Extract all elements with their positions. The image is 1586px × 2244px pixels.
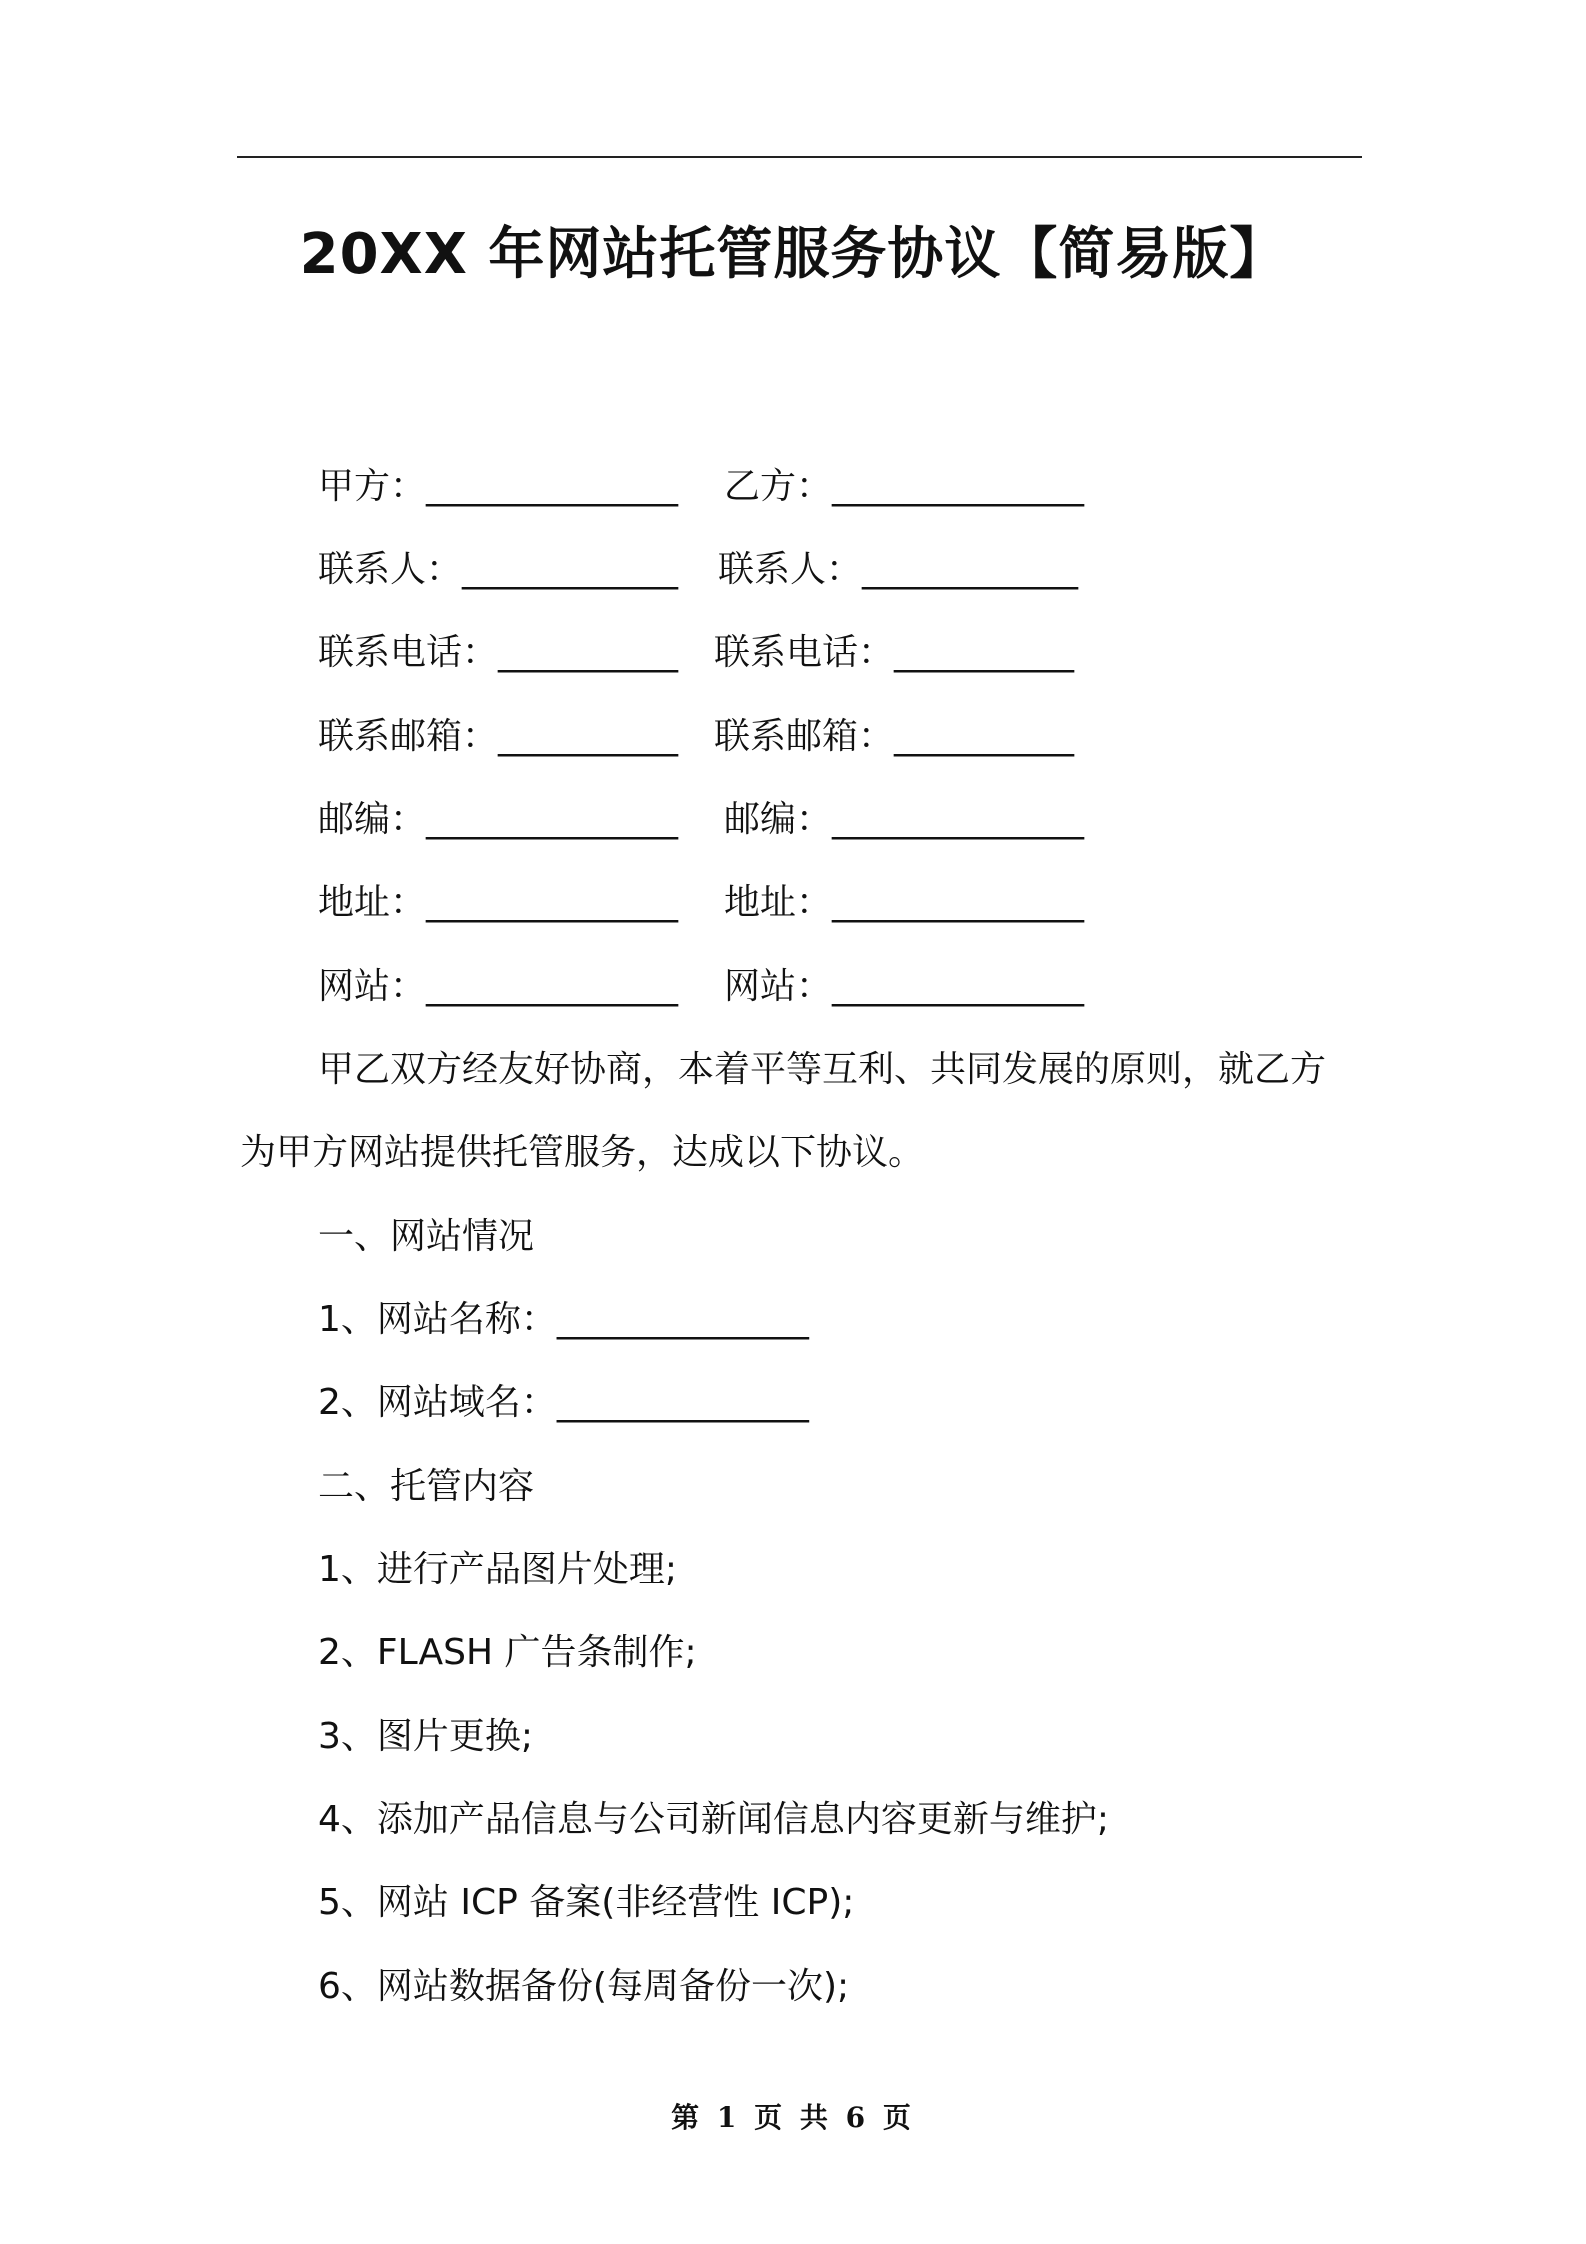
list-item: 4、添加产品信息与公司新闻信息内容更新与维护; [318, 1799, 1110, 1840]
party-a-phone: 联系电话：__________ [318, 632, 679, 673]
intro-paragraph-line-1: 甲乙双方经友好协商，本着平等互利、共同发展的原则，就乙方 [318, 1049, 1327, 1090]
list-item: 5、网站 ICP 备案(非经营性 ICP); [318, 1882, 855, 1923]
party-a-contact: 联系人：____________ [318, 549, 679, 590]
list-item: 2、网站域名：______________ [318, 1382, 809, 1423]
list-item: 2、FLASH 广告条制作; [318, 1632, 697, 1673]
list-item: 6、网站数据备份(每周备份一次); [318, 1966, 850, 2007]
party-b-website: 网站：______________ [724, 966, 1085, 1007]
party-b-postcode: 邮编：______________ [724, 799, 1085, 840]
party-b-email: 联系邮箱：__________ [714, 716, 1075, 757]
list-item: 1、网站名称：______________ [318, 1299, 809, 1340]
party-b-name: 乙方：______________ [724, 466, 1085, 507]
section-heading-hosting-content: 二、托管内容 [318, 1466, 535, 1507]
intro-paragraph-line-2: 为甲方网站提供托管服务，达成以下协议。 [240, 1132, 925, 1173]
party-a-email: 联系邮箱：__________ [318, 716, 679, 757]
document-title: 20XX 年网站托管服务协议【简易版】 [299, 222, 1287, 287]
party-a-address: 地址：______________ [318, 882, 679, 923]
party-a-postcode: 邮编：______________ [318, 799, 679, 840]
page-number-footer: 第 1 页 共 6 页 [671, 2101, 915, 2134]
party-a-website: 网站：______________ [318, 966, 679, 1007]
party-b-phone: 联系电话：__________ [714, 632, 1075, 673]
party-b-contact: 联系人：____________ [718, 549, 1079, 590]
header-rule [237, 156, 1362, 158]
list-item: 3、图片更换; [318, 1716, 534, 1757]
party-a-name: 甲方：______________ [318, 466, 679, 507]
section-heading-website-info: 一、网站情况 [318, 1216, 535, 1257]
party-b-address: 地址：______________ [724, 882, 1085, 923]
list-item: 1、进行产品图片处理; [318, 1549, 678, 1590]
